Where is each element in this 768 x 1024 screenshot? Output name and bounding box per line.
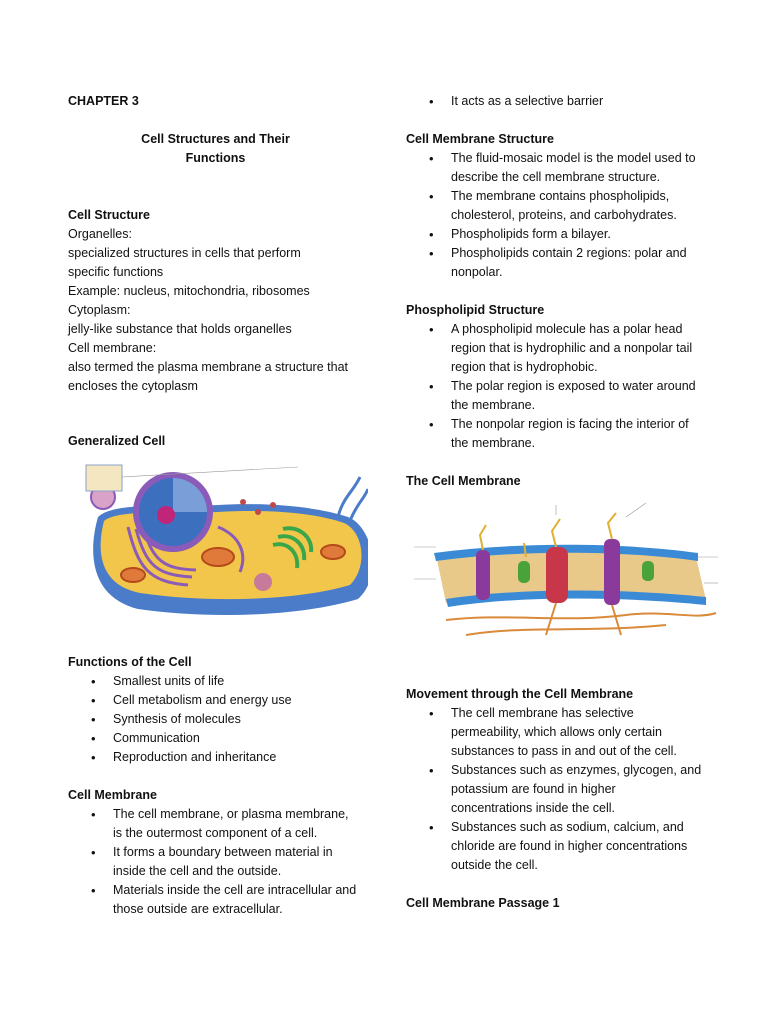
list-item	[406, 187, 706, 225]
text-line: also termed the plasma membrane a structure that	[68, 360, 348, 374]
list-item: • It acts as a selective barrier	[406, 92, 706, 111]
item-line: those outside are extracellular.	[113, 902, 283, 916]
membrane-structure-heading: Cell Membrane Structure	[406, 132, 554, 146]
selective-barrier-list	[406, 92, 706, 111]
title-line-1: Cell Structures and Their	[141, 132, 290, 146]
item-line: • The cell membrane has selective	[451, 706, 634, 720]
functions-heading: Functions of the Cell	[68, 655, 192, 669]
list-item: • Cell metabolism and energy use	[68, 691, 368, 710]
item-line: • It forms a boundary between material in	[113, 845, 333, 859]
cell-structure-heading: Cell Structure	[68, 208, 150, 222]
list-item: • Smallest units of life	[68, 672, 368, 691]
text-line: Cell membrane:	[68, 341, 157, 355]
item-line: • The cell membrane, or plasma membrane,	[113, 807, 349, 821]
item-line: permeability, which allows only certain	[451, 725, 662, 739]
cell-membrane-list	[68, 805, 368, 919]
cell-structure-text	[68, 225, 368, 396]
item-line: region that is hydrophobic.	[451, 360, 598, 374]
list-item	[68, 881, 368, 919]
list-item	[406, 244, 706, 282]
movement-heading: Movement through the Cell Membrane	[406, 687, 634, 701]
list-item	[406, 761, 706, 818]
generalized-cell-title: Generalized Cell	[68, 434, 166, 448]
item-line: chloride are found in higher concentrations	[451, 839, 688, 853]
document-title	[68, 130, 363, 168]
item-line: • The nonpolar region is facing the interior of	[451, 417, 689, 431]
list-item: • Reproduction and inheritance	[68, 748, 368, 767]
item-line: the membrane.	[451, 436, 536, 450]
item-line: potassium are found in higher	[451, 782, 616, 796]
item-line: describe the cell membrane structure.	[451, 170, 661, 184]
list-item	[406, 377, 706, 415]
item-line: cholesterol, proteins, and carbohydrates.	[451, 208, 677, 222]
text-line: Organelles:	[68, 227, 132, 241]
cell-membrane-illustration	[406, 495, 724, 641]
list-item	[68, 805, 368, 843]
item-line: • The polar region is exposed to water around	[451, 379, 696, 393]
item-line: • Phospholipids contain 2 regions: polar and	[451, 246, 687, 260]
membrane-structure-list	[406, 149, 706, 282]
phospholipid-heading: Phospholipid Structure	[406, 303, 545, 317]
text-line: Example: nucleus, mitochondria, ribosomes	[68, 284, 310, 298]
generalized-cell-illustration	[68, 457, 368, 617]
list-item	[406, 225, 706, 244]
item-line: the membrane.	[451, 398, 536, 412]
text-line: Cytoplasm:	[68, 303, 131, 317]
item-line: • Substances such as sodium, calcium, and	[451, 820, 684, 834]
text-line: encloses the cytoplasm	[68, 379, 198, 393]
phospholipid-list	[406, 320, 706, 453]
passage-heading: Cell Membrane Passage 1	[406, 896, 560, 910]
item-line: • Phospholipids form a bilayer.	[451, 227, 611, 241]
title-line-2: Functions	[185, 151, 246, 165]
item-line: substances to pass in and out of the cell.	[451, 744, 677, 758]
item-line: region that is hydrophilic and a nonpolar tail	[451, 341, 693, 355]
right-column	[406, 92, 706, 913]
list-item: • Synthesis of molecules	[68, 710, 368, 729]
item-line: outside the cell.	[451, 858, 538, 872]
movement-list	[406, 704, 706, 875]
list-item	[406, 415, 706, 453]
list-item	[406, 320, 706, 377]
item-line: • The membrane contains phospholipids,	[451, 189, 670, 203]
list-item	[68, 843, 368, 881]
text-line: specific functions	[68, 265, 164, 279]
item-line: • Materials inside the cell are intracellular and	[113, 883, 357, 897]
item-line: • Substances such as enzymes, glycogen, and	[451, 763, 702, 777]
list-item	[406, 704, 706, 761]
item-line: • The fluid-mosaic model is the model used to	[451, 151, 696, 165]
item-line: concentrations inside the cell.	[451, 801, 615, 815]
list-item	[406, 818, 706, 875]
item-line: • A phospholipid molecule has a polar head	[451, 322, 683, 336]
cell-membrane-figure-title: The Cell Membrane	[406, 474, 521, 488]
text-line: jelly-like substance that holds organelles	[68, 322, 292, 336]
left-column	[68, 92, 368, 919]
item-line: inside the cell and the outside.	[113, 864, 282, 878]
functions-list	[68, 672, 368, 767]
chapter-label: CHAPTER 3	[68, 94, 139, 108]
list-item	[406, 149, 706, 187]
list-item: • Communication	[68, 729, 368, 748]
text-line: specialized structures in cells that perform	[68, 246, 301, 260]
cell-membrane-heading: Cell Membrane	[68, 788, 157, 802]
item-line: is the outermost component of a cell.	[113, 826, 318, 840]
item-line: nonpolar.	[451, 265, 503, 279]
